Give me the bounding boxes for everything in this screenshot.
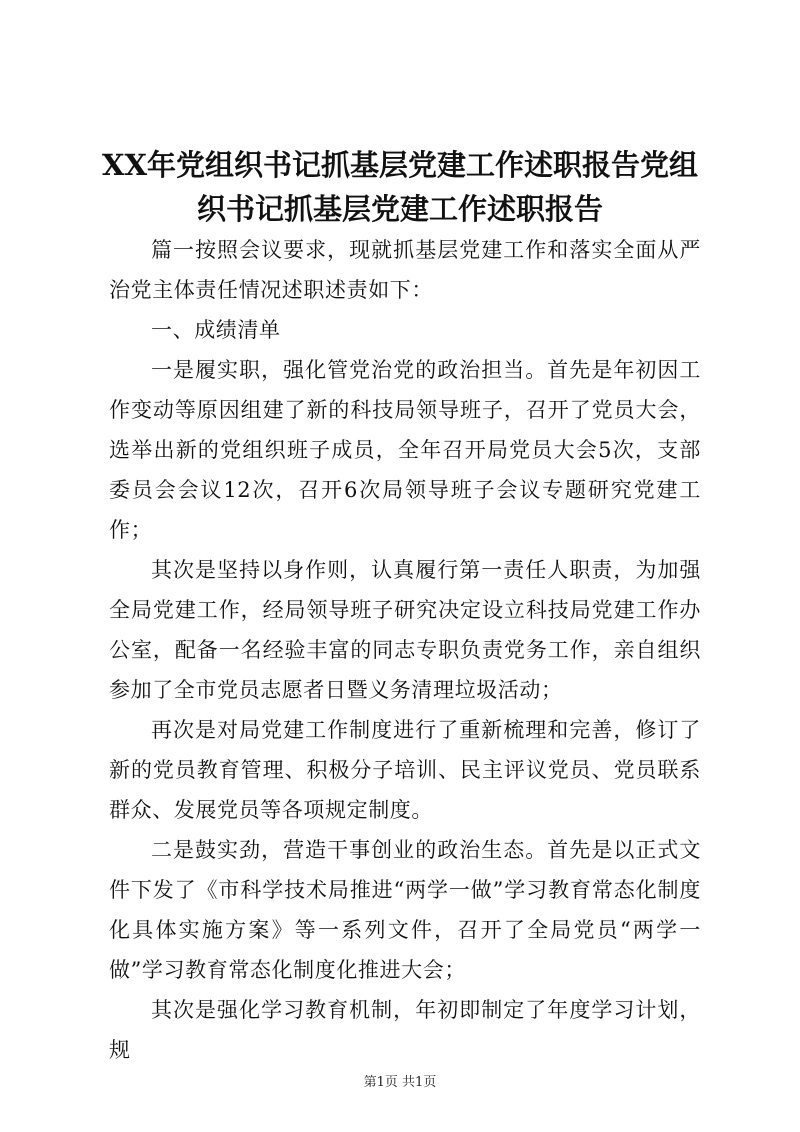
paragraph-intro: 篇一按照会议要求，现就抓基层党建工作和落实全面从严治党主体责任情况述职述责如下： (109, 238, 701, 302)
document-title: XX年党组织书记抓基层党建工作述职报告党组织书记抓基层党建工作述职报告 (101, 148, 698, 226)
paragraph-rules-revision: 再次是对局党建工作制度进行了重新梳理和完善，修订了新的党员教育管理、积极分子培训、民主评议党员、党员联系群众、发展党员等各项规定制度。 (109, 718, 701, 822)
page-footer: 第1页 共1页 (363, 1075, 437, 1090)
paragraph-study-mechanism: 其次是强化学习教育机制，年初即制定了年度学习计划，规 (109, 998, 701, 1062)
paragraph-lead-by-example: 其次是坚持以身作则，认真履行第一责任人职责，为加强全局党建工作，经局领导班子研究决定设立科技局党建工作办公室，配备一名经验丰富的同志专职负责党务工作，亲自组织参加了全市党员志愿者日暨义务清理垃圾活动； (109, 558, 701, 702)
paragraph-political-ecology: 二是鼓实劲，营造干事创业的政治生态。首先是以正式文件下发了《市科学技术局推进“两学一做”学习教育常态化制度化具体实施方案》等一系列文件，召开了全局党员“两学一做”学习教育常态化制度化推进大会； (109, 838, 701, 982)
paragraph-fulfill-duties: 一是履实职，强化管党治党的政治担当。首先是年初因工作变动等原因组建了新的科技局领导班子，召开了党员大会，选举出新的党组织班子成员，全年召开局党员大会5次，支部委员会会议12次，召开6次局领导班子会议专题研究党建工作； (109, 358, 701, 542)
section-heading-achievements: 一、成绩清单 (151, 318, 281, 342)
document-body (109, 230, 701, 1070)
